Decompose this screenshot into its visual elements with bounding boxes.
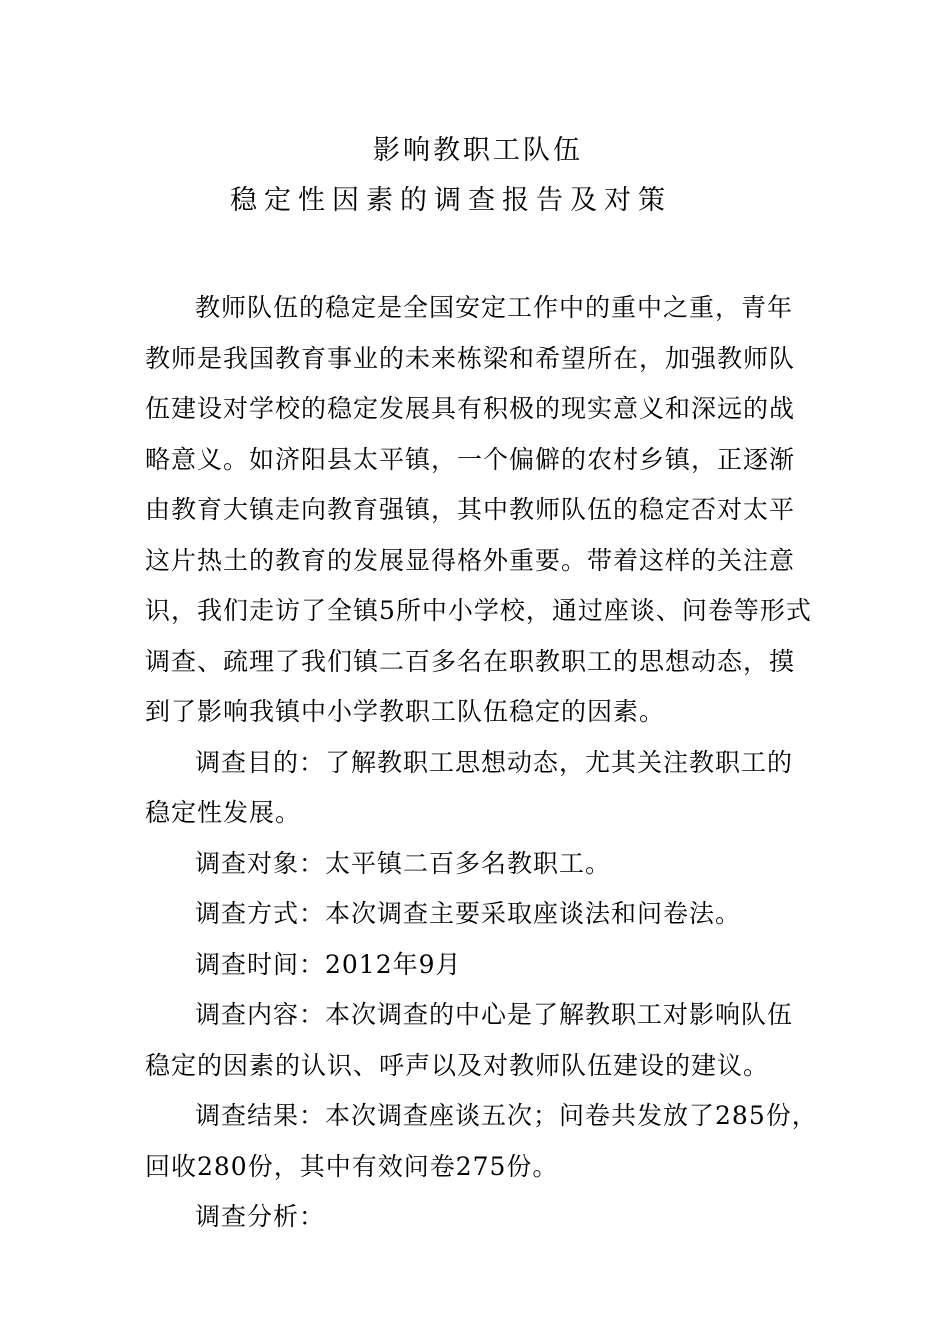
result-line: 调查结果：本次调查座谈五次；问卷共发放了285份，: [195, 1101, 818, 1130]
text-line: 略意义。如济阳县太平镇，一个偏僻的农村乡镇，正逐渐: [145, 444, 796, 474]
subject-line: 调查对象：太平镇二百多名教职工。: [195, 848, 612, 878]
time-line: 调查时间：2012年9月: [195, 949, 462, 979]
text-line: 识，我们走访了全镇5所中小学校，通过座谈、问卷等形式: [145, 596, 812, 625]
title-line-1: 影响教职工队伍: [373, 135, 583, 166]
title-line-2: 稳定性因素的调查报告及对策: [230, 185, 672, 216]
text-line: 这片热土的教育的发展显得格外重要。带着这样的关注意: [145, 545, 796, 575]
method-line: 调查方式：本次调查主要采取座谈法和问卷法。: [195, 899, 742, 928]
text-line: 由教育大镇走向教育强镇，其中教师队伍的稳定否对太平: [145, 495, 796, 524]
text-line: 教师队伍的稳定是全国安定工作中的重中之重，青年: [195, 293, 794, 322]
purpose-line: 调查目的：了解教职工思想动态，尤其关注教职工的: [195, 747, 794, 777]
content-line: 调查内容：本次调查的中心是了解教职工对影响队伍: [195, 1000, 794, 1029]
content-line: 稳定的因素的认识、呼声以及对教师队伍建设的建议。: [145, 1050, 770, 1080]
purpose-line: 稳定性发展。: [145, 798, 302, 827]
text-line: 调查、疏理了我们镇二百多名在职教职工的思想动态，摸: [145, 646, 796, 676]
text-line: 伍建设对学校的稳定发展具有积极的现实意义和深远的战: [145, 394, 796, 423]
result-line: 回收280份，其中有效问卷275份。: [145, 1151, 559, 1181]
body-text: [145, 283, 825, 1243]
analysis-heading: 调查分析：: [195, 1202, 326, 1231]
text-line: 教师是我国教育事业的未来栋梁和希望所在，加强教师队: [145, 343, 796, 373]
text-line: 到了影响我镇中小学教职工队伍稳定的因素。: [145, 697, 666, 726]
